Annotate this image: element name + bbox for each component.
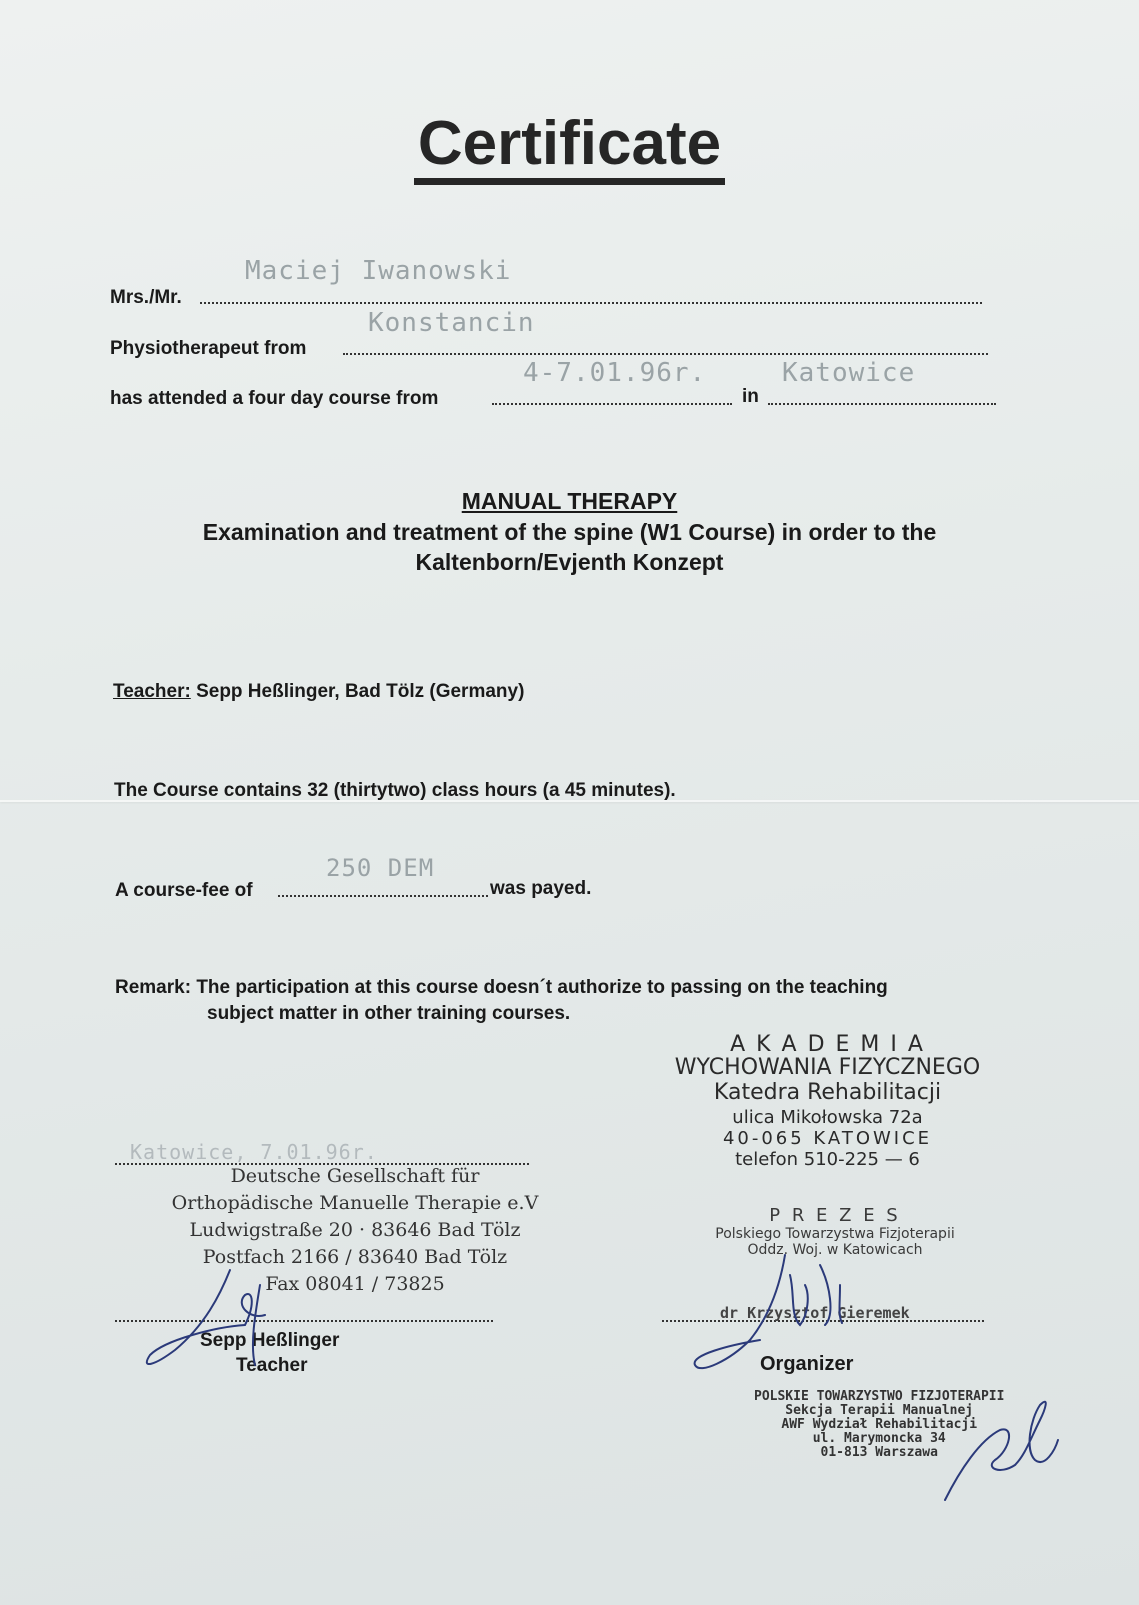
awf-stamp-line: Katedra Rehabilitacji (713, 1080, 942, 1105)
prezes-stamp-line: Oddz. Woj. w Katowicach (747, 1242, 923, 1258)
course-subtitle-2: Kaltenborn/Evjenth Konzept (415, 549, 724, 575)
dgomt-stamp-line: Postfach 2166 / 83640 Bad Tölz (202, 1246, 508, 1268)
ptf-stamp-line: Sekcja Terapii Manualnej (785, 1403, 974, 1418)
awf-stamp (660, 1032, 995, 1170)
teacher-value: Sepp Heßlinger, Bad Tölz (Germany) (190, 681, 525, 702)
ptf-handwritten-signature (940, 1390, 1065, 1510)
name-label: Mrs./Mr. (110, 287, 182, 308)
organizer-signature-role: Organizer (760, 1353, 854, 1375)
teacher-handwritten-signature (135, 1265, 355, 1375)
dgomt-stamp-line: Fax 08041 / 73825 (265, 1273, 445, 1295)
fee-value: 250 DEM (326, 854, 435, 882)
dgomt-stamp-line: Orthopädische Manuelle Therapie e.V (171, 1192, 539, 1214)
remark-line-1 (115, 977, 888, 999)
prezes-stamp-line: P R E Z E S (769, 1205, 901, 1226)
date-value: 4-7.01.96r. (523, 358, 707, 388)
from-value: Konstancin (368, 308, 535, 338)
ptf-stamp-line: AWF Wydział Rehabilitacji (781, 1417, 978, 1432)
course-subtitle-1: Examination and treatment of the spine (W1 Course) in order to the (202, 519, 937, 545)
from-dotted-line (343, 353, 988, 355)
ptf-stamp-line: POLSKIE TOWARZYSTWO FIZJOTERAPII (754, 1389, 1005, 1404)
dgomt-stamp-line: Ludwigstraße 20 · 83646 Bad Tölz (189, 1219, 521, 1241)
name-value: Maciej Iwanowski (245, 256, 512, 286)
organizer-handwritten-signature (690, 1245, 890, 1395)
date-dotted-line (492, 403, 732, 405)
remark-line-2: subject matter in other training courses. (207, 1003, 571, 1024)
awf-stamp-line: WYCHOWANIA FIZYCZNEGO (674, 1055, 981, 1080)
course-title: MANUAL THERAPY (461, 488, 678, 514)
remark-label: Remark: (115, 977, 192, 998)
awf-stamp-line: ulica Mikołowska 72a (732, 1107, 923, 1128)
prezes-stamp-line: Polskiego Towarzystwa Fizjoterapii (715, 1226, 955, 1242)
fee-suffix: was payed. (490, 878, 592, 899)
in-label: in (742, 386, 759, 407)
hours-text: The Course contains 32 (thirtytwo) class hours (a 45 minutes). (114, 780, 676, 801)
fee-label: A course-fee of (115, 880, 253, 901)
remark-text-1: The participation at this course doesn´t authorize to passing on the teaching (191, 977, 888, 998)
city-value: Katowice (782, 358, 916, 388)
teacher-label: Teacher: (113, 681, 191, 702)
from-label: Physiotherapeut from (110, 338, 307, 359)
ptf-stamp-line: ul. Marymoncka 34 (812, 1431, 946, 1446)
course-label: has attended a four day course from (110, 388, 439, 409)
name-dotted-line (200, 302, 982, 304)
organizer-name-stamp: dr Krzysztof Gieremek (720, 1304, 910, 1322)
awf-stamp-line: 40-065 KATOWICE (722, 1128, 933, 1149)
teacher-line (113, 681, 524, 703)
awf-stamp-line: telefon 510-225 — 6 (735, 1149, 920, 1170)
teacher-signature-role: Teacher (236, 1355, 308, 1376)
certificate-title: Certificate (0, 108, 1139, 179)
teacher-signature-name: Sepp Heßlinger (200, 1330, 340, 1351)
place-date: Katowice, 7.01.96r. (130, 1140, 378, 1164)
city-dotted-line (768, 403, 996, 405)
awf-stamp-line: A K A D E M I A (730, 1032, 925, 1057)
fee-dotted-line (278, 895, 488, 897)
ptf-stamp-line: 01-813 Warszawa (820, 1445, 938, 1460)
dgomt-stamp-line: Deutsche Gesellschaft für (230, 1165, 480, 1187)
